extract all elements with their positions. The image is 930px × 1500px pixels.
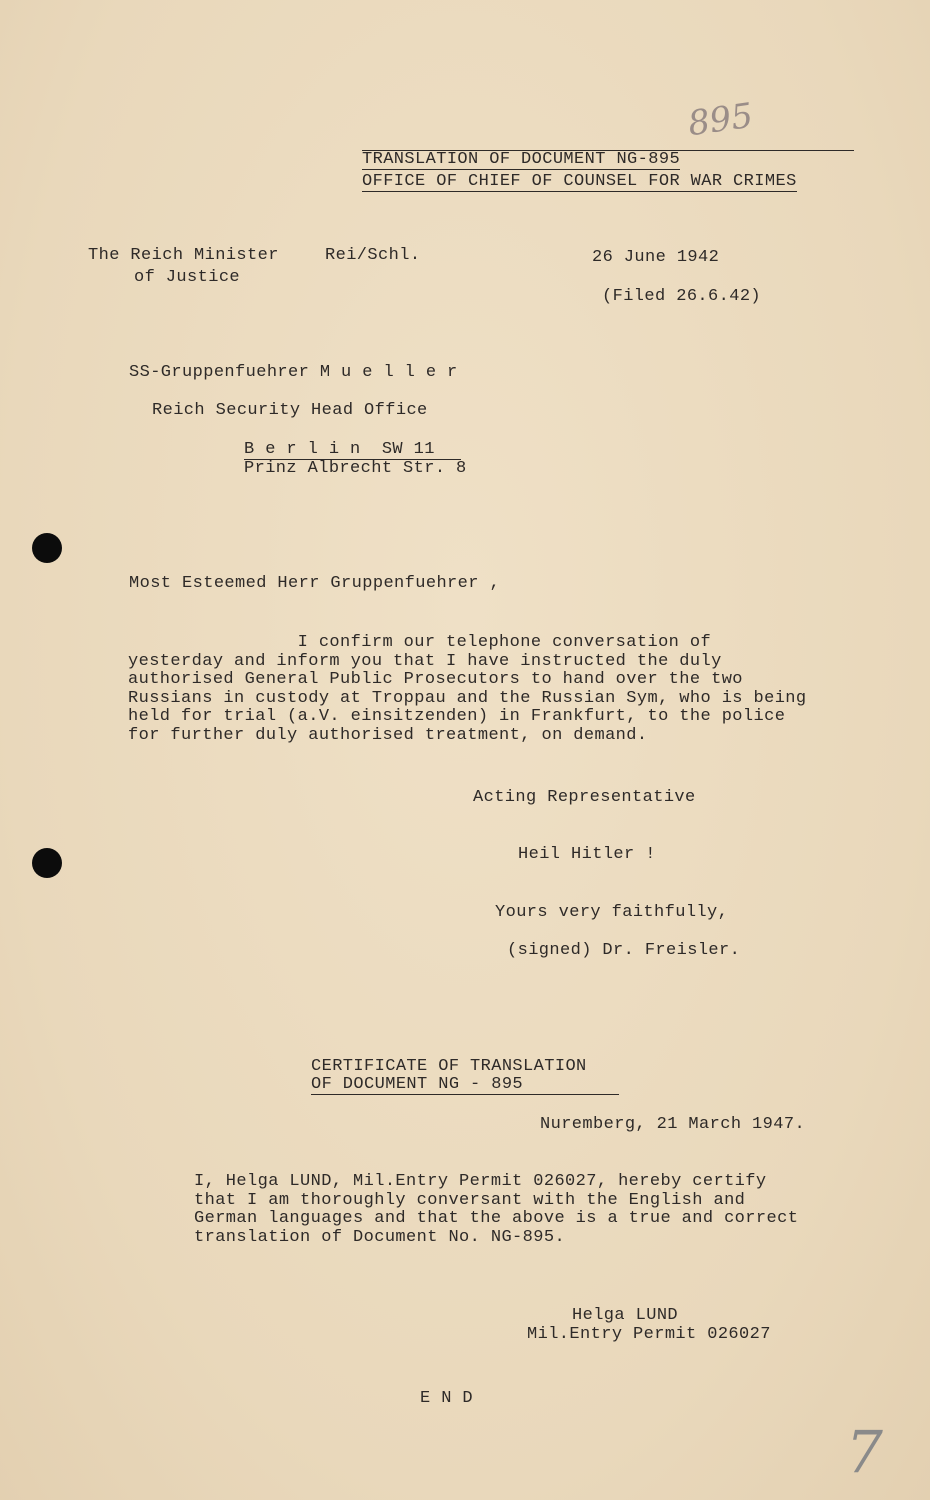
end-mark: E N D bbox=[420, 1389, 474, 1408]
body-line: for further duly authorised treatment, on demand. bbox=[128, 726, 648, 745]
handwritten-page-number-top: 895 bbox=[685, 95, 756, 145]
certificate-text-line: German languages and that the above is a true and correct bbox=[194, 1209, 799, 1229]
punch-hole-top bbox=[32, 533, 62, 563]
certificate-place-date: Nuremberg, 21 March 1947. bbox=[540, 1115, 806, 1134]
filed-date: (Filed 26.6.42) bbox=[602, 287, 762, 306]
body-line: I confirm our telephone conversation of bbox=[128, 633, 712, 652]
certificate-title-line1: CERTIFICATE OF TRANSLATION bbox=[311, 1057, 587, 1076]
reference-code: Rei/Schl. bbox=[325, 246, 421, 265]
certificate-title-line2: OF DOCUMENT NG - 895 bbox=[311, 1075, 619, 1095]
certificate-signer-name: Helga LUND bbox=[572, 1306, 679, 1325]
recipient-street: Prinz Albrecht Str. 8 bbox=[244, 459, 467, 478]
header-title-line1: TRANSLATION OF DOCUMENT NG-895 bbox=[362, 150, 681, 169]
recipient-city: B e r l i n SW 11 bbox=[244, 440, 461, 460]
certificate-text-line: translation of Document No. NG-895. bbox=[194, 1227, 566, 1247]
certificate-text-line: that I am thoroughly conversant with the English and bbox=[194, 1190, 746, 1210]
handwritten-page-number-bottom: 7 bbox=[846, 1418, 883, 1486]
certificate-signer-permit: Mil.Entry Permit 026027 bbox=[527, 1325, 771, 1344]
punch-hole-bottom bbox=[32, 848, 62, 878]
body-line: authorised General Public Prosecutors to hand over the two bbox=[128, 670, 743, 690]
body-line: held for trial (a.V. einsitzenden) in Frankfurt, to the police bbox=[128, 707, 786, 727]
header-title-line2: OFFICE OF CHIEF OF COUNSEL FOR WAR CRIMES bbox=[362, 172, 797, 191]
recipient-name: SS-Gruppenfuehrer M u e l l e r bbox=[129, 363, 458, 382]
sender-line1: The Reich Minister bbox=[88, 246, 279, 265]
closing-yours: Yours very faithfully, bbox=[495, 903, 729, 922]
recipient-office: Reich Security Head Office bbox=[152, 401, 428, 420]
salutation: Most Esteemed Herr Gruppenfuehrer , bbox=[129, 574, 501, 593]
certificate-text-line: I, Helga LUND, Mil.Entry Permit 026027, hereby certify bbox=[194, 1172, 767, 1191]
closing-acting-representative: Acting Representative bbox=[473, 788, 696, 807]
body-line: yesterday and inform you that I have instructed the duly bbox=[128, 651, 722, 671]
body-line: Russians in custody at Troppau and the Russian Sym, who is being bbox=[128, 688, 807, 708]
closing-signature: (signed) Dr. Freisler. bbox=[507, 941, 741, 960]
sender-line2: of Justice bbox=[134, 268, 241, 287]
closing-heil: Heil Hitler ! bbox=[518, 845, 656, 864]
letter-date: 26 June 1942 bbox=[592, 248, 720, 267]
